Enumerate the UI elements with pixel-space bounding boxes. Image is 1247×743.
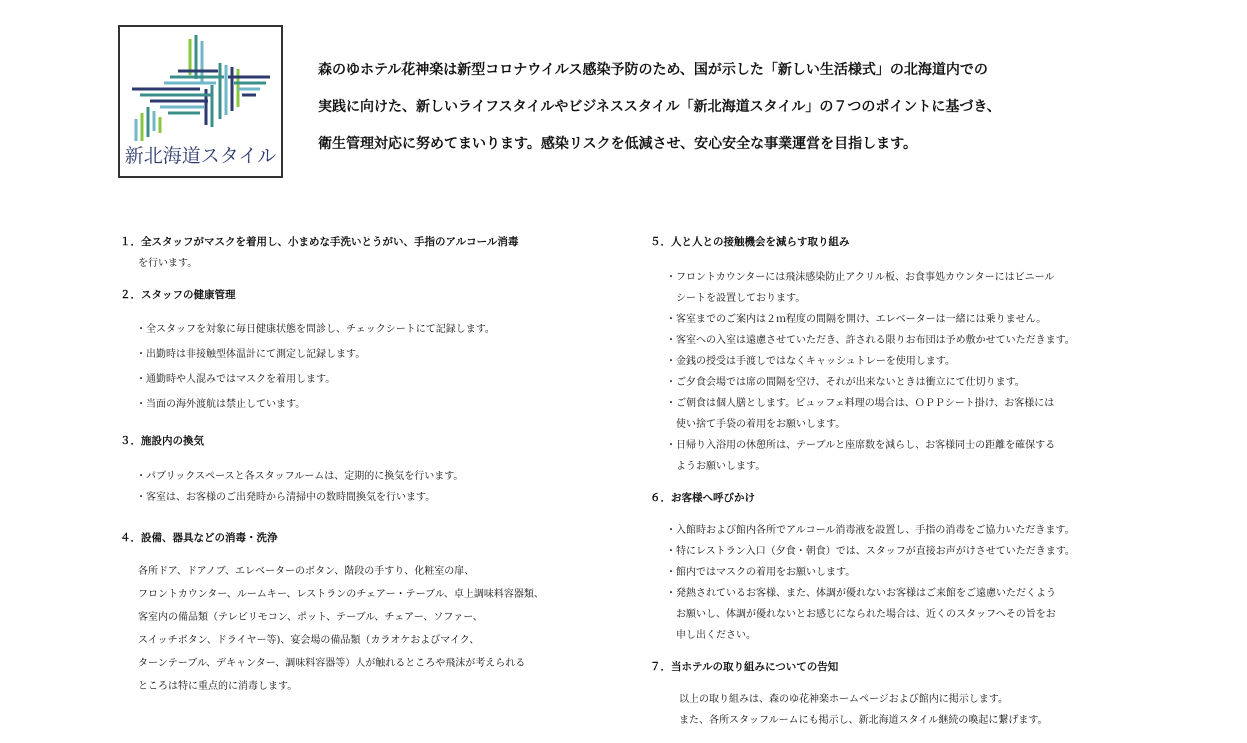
section-4-line: フロントカウンター、ルームキー、レストランのチェアー・テーブル、卓上調味料容器類、	[138, 589, 544, 600]
section-5-item: ・客室への入室は遠慮させていただき、許される限りお布団は予め敷かせていただきます。	[666, 335, 1075, 346]
section-6-title: ６．お客様へ呼びかけ	[650, 492, 755, 504]
section-6-item: ・発熱されているお客様、また、体調が優れないお客様はご来館をご遠慮いただくよう	[666, 588, 1056, 599]
section-7-title: ７．当ホテルの取り組みについての告知	[650, 661, 839, 673]
section-6-item: ・入館時および館内各所でアルコール消毒液を設置し、手指の消毒をご協力いただきます。	[666, 525, 1075, 536]
section-5-item: 使い捨て手袋の着用をお願いします。	[666, 419, 846, 430]
section-5-item: ・フロントカウンターには飛沫感染防止アクリル板、お食事処カウンターにはビニール	[666, 272, 1055, 283]
section-1-continuation: を行います。	[138, 258, 198, 269]
section-3-item: ・パブリックスペースと各スタッフルームは、定期的に換気を行います。	[136, 471, 464, 482]
section-4-line: 客室内の備品類（テレビリモコン、ポット、テーブル、チェアー、ソファー、	[138, 612, 483, 623]
section-2-title: ２．スタッフの健康管理	[120, 289, 236, 301]
section-3-item: ・客室は、お客様のご出発時から清掃中の数時間換気を行います。	[136, 492, 436, 503]
new-hokkaido-style-logo	[118, 25, 283, 178]
section-2-item: ・出勤時は非接触型体温計にて測定し記録します。	[136, 349, 366, 360]
section-4-line: スイッチボタン、ドライヤー等)、宴会場の備品類（カラオケおよびマイク、	[138, 635, 480, 646]
section-4-line: ターンテーブル、デキャンター、調味料容器等）人が触れるところや飛沫が考えられる	[138, 658, 526, 669]
section-6-item: ・特にレストラン入口（夕食・朝食）では、スタッフが直接お声がけさせていただきます。	[666, 546, 1075, 557]
intro-line: 衛生管理対応に努めてまいります。感染リスクを低減させ、安心安全な事業運営を目指します。	[318, 136, 918, 152]
section-4-line: ところは特に重点的に消毒します。	[138, 681, 298, 692]
section-4-line: 各所ドア、ドアノブ、エレベーターのボタン、階段の手すり、化粧室の扉、	[138, 566, 475, 577]
left-column	[120, 232, 620, 698]
section-5-item: ・客室までのご案内は２ｍ程度の間隔を開け、エレベーターは一緒には乗りません。	[666, 314, 1047, 325]
section-7-line: また、各所スタッフルームにも掲示し、新北海道スタイル継続の喚起に繋げます。	[679, 715, 1048, 726]
section-6-item: 申し出ください。	[666, 630, 756, 641]
intro-line: 実践に向けた、新しいライフスタイルやビジネススタイル「新北海道スタイル」の７つのポイントに基づき、	[318, 99, 1001, 115]
section-6-item: ・館内ではマスクの着用をお願いします。	[666, 567, 856, 578]
section-4-title: ４．設備、器具などの消毒・洗浄	[120, 532, 278, 544]
section-1-title: １．全スタッフがマスクを着用し、小まめな手洗いとうがい、手指のアルコール消毒	[120, 236, 519, 248]
section-5-item: ・ご朝食は個人膳とします。ビュッフェ料理の場合は、ＯＰＰシート掛け、お客様には	[666, 398, 1055, 409]
section-3-title: ３．施設内の換気	[120, 435, 204, 447]
hokkaido-map-icon	[120, 27, 281, 147]
section-7-line: 以上の取り組みは、森のゆ花神楽ホームページおよび館内に掲示します。	[679, 694, 1008, 705]
right-column	[650, 232, 1220, 731]
section-5-item: ・ご夕食会場では席の間隔を空け、それが出来ないときは衝立にて仕切ります。	[666, 377, 1025, 388]
section-2-item: ・当面の海外渡航は禁止しています。	[136, 399, 306, 410]
section-2-item: ・通勤時や人混みではマスクを着用します。	[136, 374, 336, 385]
section-2-item: ・全スタッフを対象に毎日健康状態を問診し、チェックシートにて記録します。	[136, 324, 495, 335]
logo-text: 新北海道スタイル	[124, 145, 277, 167]
section-5-title: ５．人と人との接触機会を減らす取り組み	[650, 236, 850, 248]
section-5-item: ・金銭の授受は手渡しではなくキャッシュトレーを使用します。	[666, 356, 955, 367]
section-6-item: お願いし、体調が優れないとお感じになられた場合は、近くのスタッフへその旨をお	[666, 609, 1056, 620]
section-5-item: ・日帰り入浴用の休憩所は、テーブルと座席数を減らし、お客様同士の距離を確保する	[666, 440, 1056, 451]
intro-line: 森のゆホテル花神楽は新型コロナウイルス感染予防のため、国が示した「新しい生活様式」の北海道内での	[318, 62, 988, 78]
intro-paragraph	[318, 52, 1218, 163]
section-5-item: ようお願いします。	[666, 461, 766, 472]
section-5-item: シートを設置しております。	[666, 293, 806, 304]
